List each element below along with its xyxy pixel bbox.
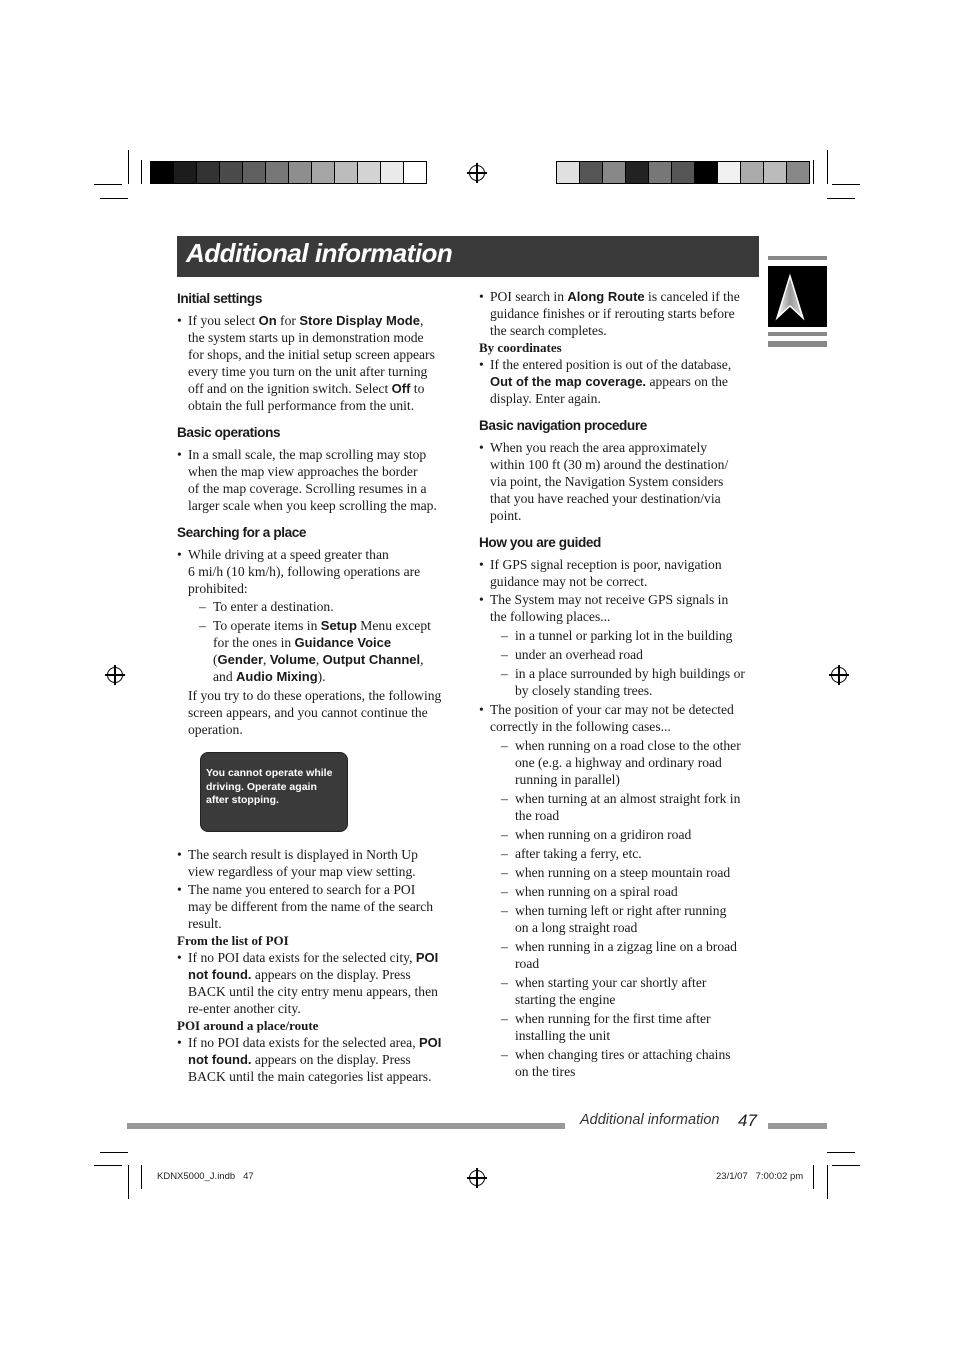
text: , bbox=[263, 652, 270, 667]
text: If no POI data exists for the selected area, bbox=[188, 1035, 420, 1050]
text: appears on the display. Press bbox=[251, 1052, 411, 1067]
crop-mark bbox=[141, 160, 142, 184]
text: If no POI data exists for the selected city, bbox=[188, 950, 416, 965]
color-bar-right bbox=[556, 161, 810, 184]
list-item bbox=[479, 701, 764, 1080]
text: of the map coverage. Scrolling resumes in a bbox=[188, 481, 427, 496]
text: when starting your car shortly after bbox=[515, 975, 707, 990]
subheading-by-coordinates: By coordinates bbox=[479, 340, 562, 355]
text: The search result is displayed in North Up bbox=[188, 847, 418, 862]
color-swatch bbox=[243, 162, 266, 183]
text: when turning left or right after running bbox=[515, 903, 727, 918]
option-output-channel: Output Channel bbox=[322, 652, 421, 667]
color-swatch bbox=[151, 162, 174, 183]
heading-initial-settings: Initial settings bbox=[177, 291, 262, 306]
subheading-list-of-poi: From the list of POI bbox=[177, 933, 289, 948]
warning-screen bbox=[200, 752, 348, 832]
list-item bbox=[501, 737, 764, 788]
navigation-arrow-icon bbox=[768, 266, 827, 327]
color-swatch bbox=[741, 162, 764, 183]
color-swatch bbox=[764, 162, 787, 183]
color-swatch bbox=[220, 162, 243, 183]
text: may be different from the name of the search bbox=[188, 899, 434, 914]
list-item bbox=[479, 591, 764, 699]
color-swatch bbox=[626, 162, 649, 183]
text: display. Enter again. bbox=[490, 391, 601, 406]
option-off: Off bbox=[391, 381, 411, 396]
text: the road bbox=[515, 808, 560, 823]
text: and bbox=[213, 669, 237, 684]
text: for shops, and the initial setup screen appears bbox=[188, 347, 435, 362]
crop-mark bbox=[813, 160, 814, 184]
option-volume: Volume bbox=[269, 652, 316, 667]
list-item bbox=[501, 974, 764, 1008]
text: guidance may not be correct. bbox=[490, 574, 648, 589]
text: When you reach the area approximately bbox=[490, 440, 708, 455]
list-item bbox=[501, 883, 764, 900]
list-item bbox=[501, 1010, 764, 1044]
heading-basic-operations: Basic operations bbox=[177, 425, 281, 440]
crop-mark bbox=[813, 1165, 814, 1189]
text: guidance finishes or if rerouting starts before bbox=[490, 306, 735, 321]
text: within 100 ft (30 m) around the destination/ bbox=[490, 457, 729, 472]
text: when changing tires or attaching chains bbox=[515, 1047, 731, 1062]
color-swatch bbox=[335, 162, 358, 183]
message-not-found: not found. bbox=[188, 1052, 252, 1067]
text: To operate items in bbox=[213, 618, 321, 633]
registration-mark-icon bbox=[831, 667, 847, 683]
text: If you try to do these operations, the following bbox=[188, 688, 442, 703]
subheading-poi-around: POI around a place/route bbox=[177, 1018, 319, 1033]
color-swatch bbox=[695, 162, 718, 183]
option-setup: Setup bbox=[320, 618, 357, 633]
color-swatch bbox=[672, 162, 695, 183]
list-item bbox=[177, 1034, 462, 1085]
list-item bbox=[177, 446, 462, 514]
list-item bbox=[479, 556, 764, 590]
option-audio-mixing: Audio Mixing bbox=[236, 669, 318, 684]
list-item bbox=[501, 1046, 764, 1080]
list-item bbox=[501, 826, 764, 843]
list-item bbox=[501, 646, 764, 663]
text: While driving at a speed greater than bbox=[188, 547, 389, 562]
page-number: 47 bbox=[738, 1111, 757, 1130]
text: obtain the full performance from the unit. bbox=[188, 398, 415, 413]
text: under an overhead road bbox=[515, 647, 643, 662]
crop-mark bbox=[100, 1152, 128, 1153]
color-swatch bbox=[787, 162, 809, 183]
crop-mark bbox=[94, 184, 122, 185]
registration-mark-icon bbox=[469, 1170, 485, 1186]
crop-mark bbox=[94, 1165, 122, 1166]
heading-searching: Searching for a place bbox=[177, 525, 307, 540]
color-swatch bbox=[266, 162, 289, 183]
list-item bbox=[501, 665, 764, 699]
text: running in parallel) bbox=[515, 772, 620, 787]
heading-basic-navigation: Basic navigation procedure bbox=[479, 418, 647, 433]
text: when turning at an almost straight fork in bbox=[515, 791, 741, 806]
crop-mark bbox=[100, 198, 128, 199]
text: on the tires bbox=[515, 1064, 576, 1079]
text: on a long straight road bbox=[515, 920, 638, 935]
footer-rule-right bbox=[768, 1123, 827, 1129]
text: ( bbox=[213, 652, 218, 667]
heading-how-guided: How you are guided bbox=[479, 535, 601, 550]
side-tab bbox=[768, 266, 827, 327]
list-item bbox=[177, 949, 462, 1017]
text: appears on the bbox=[646, 374, 728, 389]
file-info: KDNX5000_J.indb 47 bbox=[157, 1171, 254, 1182]
color-swatch bbox=[358, 162, 381, 183]
text: when running on a spiral road bbox=[515, 884, 678, 899]
text: screen appears, and you cannot continue the bbox=[188, 705, 428, 720]
text: off and on the ignition switch. Select bbox=[188, 381, 392, 396]
color-swatch bbox=[603, 162, 626, 183]
text: If you select bbox=[188, 313, 259, 328]
color-swatch bbox=[718, 162, 741, 183]
text: the following places... bbox=[490, 609, 611, 624]
text: for the ones in bbox=[213, 635, 295, 650]
text: road bbox=[515, 956, 540, 971]
text: result. bbox=[188, 916, 222, 931]
list-item bbox=[501, 902, 764, 936]
color-swatch bbox=[404, 162, 426, 183]
text: POI search in bbox=[490, 289, 568, 304]
color-swatch bbox=[289, 162, 312, 183]
text: to bbox=[410, 381, 425, 396]
option-store-display-mode: Store Display Mode bbox=[299, 313, 420, 328]
text: , bbox=[419, 313, 424, 328]
text: The System may not receive GPS signals in bbox=[490, 592, 729, 607]
text: ). bbox=[317, 669, 326, 684]
text: every time you turn on the unit after turning bbox=[188, 364, 428, 379]
text: starting the engine bbox=[515, 992, 616, 1007]
message-poi: POI bbox=[415, 950, 439, 965]
text: prohibited: bbox=[188, 581, 248, 596]
list-item bbox=[501, 845, 764, 862]
footer-rule-left bbox=[127, 1123, 565, 1129]
text: the search completes. bbox=[490, 323, 607, 338]
text: , bbox=[420, 652, 424, 667]
registration-mark-icon bbox=[469, 165, 485, 181]
text: one (e.g. a highway and ordinary road bbox=[515, 755, 722, 770]
list-item bbox=[177, 312, 462, 414]
color-swatch bbox=[312, 162, 335, 183]
message-not-found: not found. bbox=[188, 967, 252, 982]
crop-mark bbox=[832, 1165, 860, 1166]
text: after taking a ferry, etc. bbox=[515, 846, 642, 861]
option-on: On bbox=[258, 313, 277, 328]
text: that you have reached your destination/via bbox=[490, 491, 721, 506]
text: BACK until the main categories list appears. bbox=[188, 1069, 432, 1084]
color-swatch bbox=[649, 162, 672, 183]
color-swatch bbox=[174, 162, 197, 183]
message-out-of-coverage: Out of the map coverage. bbox=[490, 374, 647, 389]
color-swatch bbox=[557, 162, 580, 183]
page-title: Additional information bbox=[186, 238, 453, 268]
option-along-route: Along Route bbox=[567, 289, 645, 304]
text: when running on a gridiron road bbox=[515, 827, 692, 842]
text: 6 mi/h (10 km/h), following operations are bbox=[188, 564, 421, 579]
text: re-enter another city. bbox=[188, 1001, 301, 1016]
text: correctly in the following cases... bbox=[490, 719, 671, 734]
text: the system starts up in demonstration mode bbox=[188, 330, 424, 345]
color-swatch bbox=[197, 162, 220, 183]
text: view regardless of your map view setting. bbox=[188, 864, 416, 879]
text: when the map view approaches the border bbox=[188, 464, 418, 479]
crop-mark bbox=[827, 198, 855, 199]
registration-mark-icon bbox=[107, 667, 123, 683]
left-column bbox=[177, 290, 462, 1085]
crop-mark bbox=[128, 1165, 129, 1199]
text: operation. bbox=[188, 722, 243, 737]
list-item bbox=[501, 790, 764, 824]
color-swatch bbox=[580, 162, 603, 183]
timestamp: 23/1/07 7:00:02 pm bbox=[716, 1171, 804, 1182]
crop-mark bbox=[827, 1165, 828, 1199]
text: when running on a road close to the other bbox=[515, 738, 741, 753]
text: in a place surrounded by high buildings or bbox=[515, 666, 745, 681]
text: To enter a destination. bbox=[213, 599, 334, 614]
text: Menu except bbox=[356, 618, 431, 633]
list-item bbox=[199, 598, 462, 615]
text: If GPS signal reception is poor, navigation bbox=[490, 557, 722, 572]
text: larger scale when you keep scrolling the map. bbox=[188, 498, 437, 513]
right-column bbox=[479, 288, 764, 1080]
crop-mark bbox=[832, 184, 860, 185]
option-guidance-voice: Guidance Voice bbox=[294, 635, 392, 650]
list-item bbox=[479, 288, 764, 339]
text: appears on the display. Press bbox=[251, 967, 411, 982]
text: for bbox=[276, 313, 300, 328]
list-item bbox=[479, 439, 764, 524]
color-bar-left bbox=[150, 161, 427, 184]
text: when running on a steep mountain road bbox=[515, 865, 731, 880]
text: when running in a zigzag line on a broad bbox=[515, 939, 737, 954]
footer-section: Additional information bbox=[580, 1112, 720, 1128]
text: , bbox=[315, 652, 323, 667]
text: in a tunnel or parking lot in the building bbox=[515, 628, 733, 643]
crop-mark bbox=[128, 150, 129, 184]
text: when running for the first time after bbox=[515, 1011, 711, 1026]
text: In a small scale, the map scrolling may stop bbox=[188, 447, 427, 462]
text: is canceled if the bbox=[644, 289, 740, 304]
text: by closely standing trees. bbox=[515, 683, 653, 698]
text: driving. Operate again bbox=[206, 780, 317, 793]
crop-mark bbox=[141, 1165, 142, 1189]
list-item bbox=[199, 617, 462, 685]
message-poi: POI bbox=[419, 1035, 442, 1050]
list-item bbox=[501, 864, 764, 881]
crop-mark bbox=[827, 1152, 855, 1153]
text: installing the unit bbox=[515, 1028, 611, 1043]
text: via point, the Navigation System considers bbox=[490, 474, 724, 489]
crop-mark bbox=[827, 150, 828, 184]
text: point. bbox=[490, 508, 522, 523]
color-swatch bbox=[381, 162, 404, 183]
list-item bbox=[479, 356, 764, 407]
text: after stopping. bbox=[206, 794, 279, 806]
text: The name you entered to search for a POI bbox=[188, 882, 416, 897]
option-gender: Gender bbox=[217, 652, 264, 667]
text: You cannot operate while bbox=[206, 767, 333, 779]
list-item bbox=[177, 846, 462, 880]
list-item bbox=[501, 627, 764, 644]
text: The position of your car may not be detected bbox=[490, 702, 734, 717]
text: If the entered position is out of the database, bbox=[490, 357, 732, 372]
list-item bbox=[177, 881, 462, 932]
list-item bbox=[177, 546, 462, 832]
text: BACK until the city entry menu appears, then bbox=[188, 984, 438, 999]
list-item bbox=[501, 938, 764, 972]
